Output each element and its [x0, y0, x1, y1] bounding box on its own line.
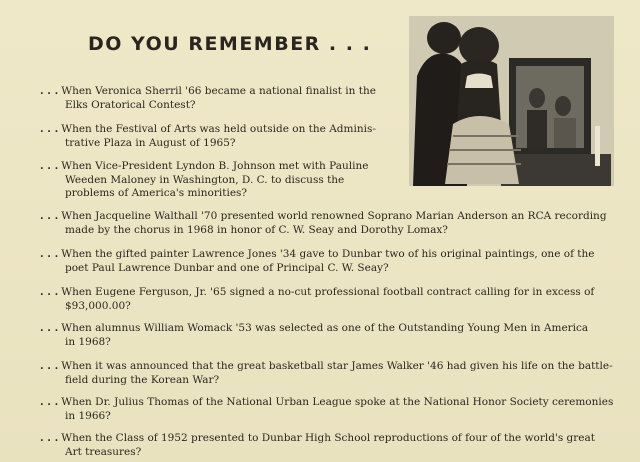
item-line: When Jacqueline Walthall '70 presented world renowned Soprano Marian Anderson an RCA recording [61, 210, 607, 222]
leader-dots: . . . [40, 248, 59, 260]
photograph-couple-viewing-portrait-icon [409, 16, 614, 186]
item-line: in 1966? [65, 409, 111, 422]
leader-dots: . . . [40, 85, 59, 97]
item-line: problems of America's minorities? [65, 187, 248, 199]
item-line: When the gifted painter Lawrence Jones '34 gave to Dunbar two of his original paintings, one of the [61, 248, 595, 260]
leader-dots: . . . [40, 123, 59, 135]
list-item [40, 210, 630, 237]
list-item [40, 160, 385, 201]
item-line: When the Class of 1952 presented to Dunbar High School reproductions of four of the world's great [61, 432, 595, 444]
list-item [40, 123, 385, 150]
list-item [40, 248, 630, 275]
item-line: When Dr. Julius Thomas of the National Urban League spoke at the National Honor Society ceremonies [61, 396, 614, 408]
item-line: trative Plaza in August of 1965? [65, 136, 236, 149]
item-line: When alumnus William Womack '53 was selected as one of the Outstanding Young Men in America [61, 322, 589, 334]
photo [409, 16, 614, 186]
list-item [40, 360, 630, 387]
leader-dots: . . . [40, 432, 59, 444]
item-line: When Eugene Ferguson, Jr. '65 signed a no-cut professional football contract calling for in excess of [61, 286, 595, 298]
item-line: When Vice-President Lyndon B. Johnson met with Pauline [61, 160, 369, 172]
leader-dots: . . . [40, 360, 59, 372]
list-item [40, 432, 630, 459]
leader-dots: . . . [40, 286, 59, 298]
item-line: made by the chorus in 1968 in honor of C. W. Seay and Dorothy Lomax? [65, 223, 448, 236]
leader-dots: . . . [40, 160, 59, 172]
item-line: Art treasures? [65, 445, 142, 458]
item-line: When the Festival of Arts was held outside on the Adminis- [61, 123, 376, 135]
leader-dots: . . . [40, 322, 59, 334]
item-line: poet Paul Lawrence Dunbar and one of Principal C. W. Seay? [65, 261, 389, 274]
list-item [40, 396, 630, 423]
page-heading: DO YOU REMEMBER . . . [88, 33, 372, 55]
item-line: When it was announced that the great basketball star James Walker '46 had given his life on the battle- [61, 360, 613, 372]
item-line: field during the Korean War? [65, 373, 220, 386]
item-line: Elks Oratorical Contest? [65, 98, 196, 111]
item-line: $93,000.00? [65, 299, 131, 312]
list-item [40, 85, 385, 112]
leader-dots: . . . [40, 210, 59, 222]
list-item [40, 286, 630, 313]
item-line: When Veronica Sherril '66 became a national finalist in the [61, 85, 376, 97]
list-item [40, 322, 630, 349]
item-line: in 1968? [65, 335, 111, 348]
leader-dots: . . . [40, 396, 59, 408]
item-line: Weeden Maloney in Washington, D. C. to discuss the [65, 173, 345, 186]
